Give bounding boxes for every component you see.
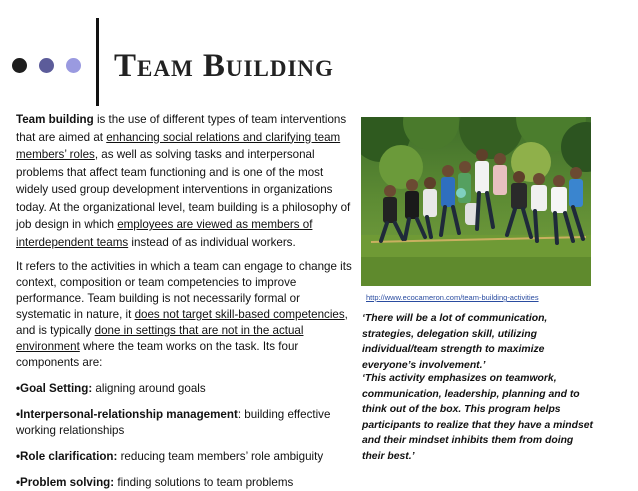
- intro-paragraph: Team building is the use of different types of team interventions that are aimed at enhancing social relations and clarifying team members’ roles, as well as solving tasks and interpersonal problems that affect team functioning and is one of the most widely used group development interventions in organizations today. At the organizational level, team building is a philosophy of job design in which employees are viewed as members of interdependent teams instead of as individual workers.: [16, 113, 351, 249]
- photo-illustration: [361, 117, 591, 286]
- intro-underline-2: employees are viewed as members of interdependent teams: [16, 218, 313, 249]
- context-paragraph: It refers to the activities in which a team can engage to change its context, composition or team competencies to improve performance. Team building is not necessarily formal or systematic in nature, it does not target skill-based competencies, and is typically done in settings that are not in the actual environment where the team works on the task. Its four components are:: [16, 260, 352, 369]
- intro-term: Team building: [16, 113, 94, 126]
- body-text: [16, 111, 356, 491]
- context-underline-2: done in settings that are not in the actual environment: [16, 324, 304, 353]
- quote-teamwork: ‘This activity emphasizes on teamwork, communication, leadership, planning and to think out of the box. This program helps participants to realize that they have a mindset and their mindset inhibits them from doing their best.’: [362, 373, 593, 462]
- dot-light: [66, 58, 81, 73]
- slide-title: Team Building: [114, 48, 334, 84]
- intro-underline-1: enhancing social relations and clarifying team members’ roles: [16, 130, 341, 161]
- component-role-clarification: •Role clarification: reducing team members’ role ambiguity: [16, 450, 324, 463]
- team-activity-photo: [361, 117, 591, 286]
- title-divider: [96, 18, 99, 106]
- source-link[interactable]: http://www.ecocameron.com/team-building-activities: [366, 293, 539, 302]
- context-underline-1: does not target skill-based competencies: [134, 308, 345, 321]
- component-goal-setting: •Goal Setting: aligning around goals: [16, 382, 206, 395]
- dot-medium: [39, 58, 54, 73]
- component-problem-solving: •Problem solving: finding solutions to team problems: [16, 476, 294, 489]
- quote-communication: ‘There will be a lot of communication, strategies, delegation skill, utilizing individual/team strength to maximize everyone’s involvement.’: [362, 313, 548, 371]
- component-interpersonal: •Interpersonal-relationship management: building effective working relationships: [16, 408, 331, 437]
- decorative-dots: [12, 58, 81, 73]
- dot-dark: [12, 58, 27, 73]
